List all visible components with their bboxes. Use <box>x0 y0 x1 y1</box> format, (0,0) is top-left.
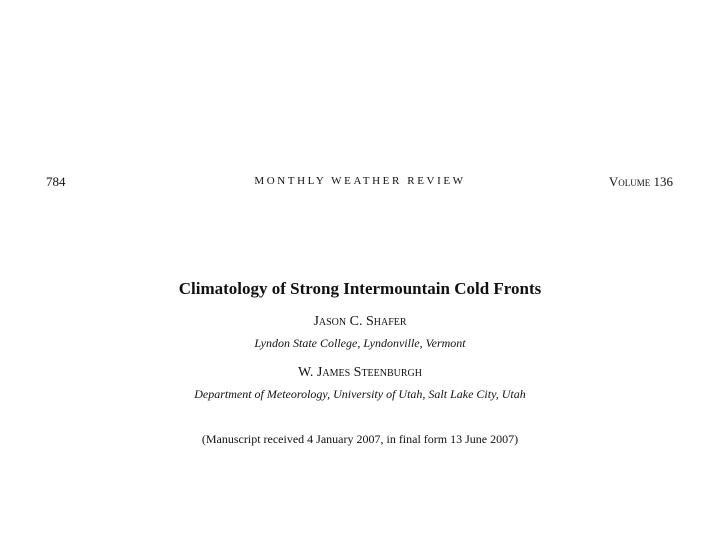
page-number: 784 <box>46 174 66 189</box>
journal-name: MONTHLY WEATHER REVIEW <box>254 175 466 187</box>
author-affiliation-1: Lyndon State College, Lyndonville, Vermont <box>254 336 466 350</box>
running-header <box>0 174 720 192</box>
title-block <box>0 278 720 300</box>
author-name-2: W. James Steenburgh <box>298 365 422 380</box>
author-name-1: Jason C. Shafer <box>313 314 407 329</box>
author-affiliation-2: Department of Meteorology, University of Utah, Salt Lake City, Utah <box>194 387 526 401</box>
article-title: Climatology of Strong Intermountain Cold Fronts <box>178 279 542 298</box>
volume-label: Volume 136 <box>608 174 673 189</box>
manuscript-dates: (Manuscript received 4 January 2007, in final form 13 June 2007) <box>201 432 519 446</box>
